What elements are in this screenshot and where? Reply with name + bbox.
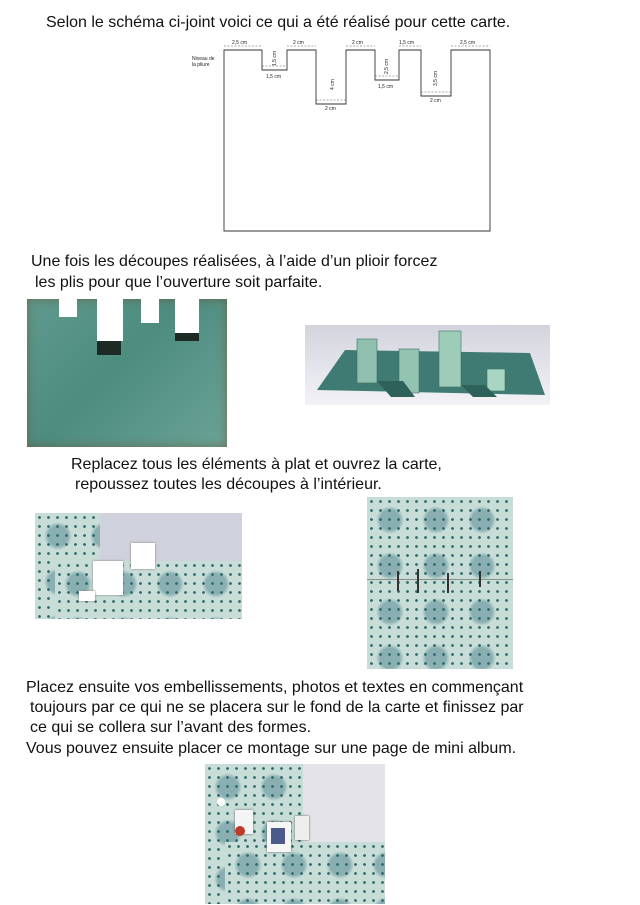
photo-popup-strips [305,325,550,405]
paragraph-2-line-2: repoussez toutes les découpes à l’intérieur. [75,476,382,493]
cut-width-4: 2 cm [430,98,441,104]
paragraph-1-line-2: les plis pour que l’ouverture soit parfaite. [35,274,323,291]
paragraph-3-line-2: toujours par ce qui ne se placera sur le fond de la carte et finissez par [30,699,524,716]
cut-height-1: 1,5 cm [272,50,278,66]
photo-finished-card [205,764,385,904]
dim-top-2: 2 cm [293,40,304,46]
cut-width-3: 1,5 cm [378,84,394,90]
fold-label-line1: Niveau de [192,56,215,62]
paragraph-3-line-3: ce qui se collera sur l’avant des formes. [30,719,312,736]
photo-flat-card-slots [27,299,227,447]
cut-height-3: 2,5 cm [384,58,390,74]
photo-opened-card-perspective [35,513,242,619]
cut-width-1: 1,5 cm [266,74,282,80]
paragraph-3-line-1: Placez ensuite vos embellissements, photos et textes en commençant [26,679,524,696]
paragraph-1-line-1: Une fois les découpes réalisées, à l’aide d’un plioir forcez [31,253,438,270]
dim-top-5: 2,5 cm [460,40,476,46]
cutting-diagram [192,40,492,232]
dim-top-4: 1,5 cm [399,40,415,46]
cut-height-2: 4 cm [330,79,336,90]
cut-width-2: 2 cm [325,106,336,112]
fold-label-line2: la pliure [192,62,210,68]
dim-top-3: 2 cm [352,40,363,46]
page-heading: Selon le schéma ci-joint voici ce qui a été réalisé pour cette carte. [46,14,511,31]
dim-top-1: 2,5 cm [232,40,248,46]
card-outline [224,50,490,231]
photo-opened-card-top [367,497,513,669]
cut-height-4: 3,5 cm [433,70,439,86]
paragraph-3-line-4: Vous pouvez ensuite placer ce montage sur une page de mini album. [26,740,517,757]
paragraph-2-line-1: Replacez tous les éléments à plat et ouvrez la carte, [71,456,442,473]
